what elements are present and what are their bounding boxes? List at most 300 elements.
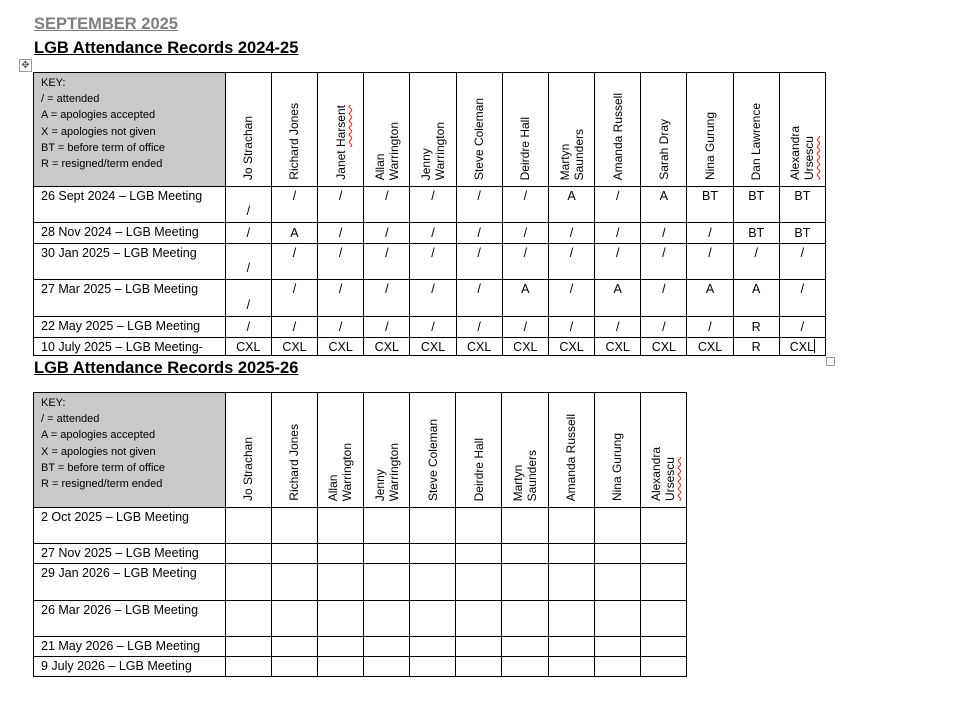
attendance-cell[interactable] <box>225 280 271 317</box>
member-name: Nina Gurung <box>610 432 625 501</box>
attendance-cell[interactable] <box>687 317 733 338</box>
attendance-value: / <box>431 246 435 260</box>
attendance-cell[interactable] <box>640 564 686 601</box>
attendance-cell[interactable] <box>410 317 456 338</box>
key-line: R = resigned/term ended <box>41 478 163 491</box>
attendance-cell[interactable] <box>502 564 548 601</box>
attendance-cell[interactable] <box>687 187 733 223</box>
table-row <box>34 564 687 601</box>
table-row <box>34 657 687 677</box>
attendance-cell[interactable] <box>687 280 733 317</box>
member-column-header <box>271 393 317 508</box>
attendance-value: / <box>477 226 481 240</box>
member-column-header <box>225 393 271 508</box>
attendance-cell[interactable] <box>456 338 502 356</box>
attendance-cell[interactable] <box>456 223 502 244</box>
attendance-value: A <box>613 282 622 296</box>
member-name-wrap <box>595 73 640 181</box>
member-name: Deirdre Hall <box>471 437 486 501</box>
meeting-date: 2 Oct 2025 – LGB Meeting <box>34 508 226 544</box>
attendance-cell[interactable] <box>364 317 410 338</box>
attendance-cell[interactable] <box>410 564 456 601</box>
member-column-header <box>410 393 456 508</box>
attendance-value: / <box>477 282 481 296</box>
member-name-wrap <box>226 393 271 502</box>
attendance-cell[interactable] <box>502 657 548 677</box>
attendance-cell[interactable] <box>271 223 317 244</box>
key-line: / = attended <box>41 93 100 106</box>
attendance-cell[interactable] <box>225 338 271 356</box>
member-name: Jo Strachan <box>241 436 256 501</box>
attendance-value: CXL <box>651 339 677 354</box>
attendance-value: / <box>800 320 805 334</box>
attendance-cell[interactable] <box>594 637 640 657</box>
attendance-cell[interactable] <box>225 657 271 677</box>
attendance-value: / <box>800 246 805 260</box>
attendance-cell[interactable] <box>548 508 594 544</box>
member-column-header <box>687 73 733 187</box>
attendance-cell[interactable] <box>456 637 502 657</box>
attendance-cell[interactable] <box>502 544 548 564</box>
table-move-handle-icon[interactable]: ✥ <box>19 59 32 72</box>
attendance-cell[interactable] <box>779 187 825 223</box>
attendance-cell[interactable] <box>640 601 686 637</box>
attendance-cell[interactable] <box>595 317 641 338</box>
attendance-cell[interactable] <box>317 508 363 544</box>
attendance-cell[interactable] <box>364 544 410 564</box>
attendance-cell[interactable] <box>364 508 410 544</box>
attendance-cell[interactable] <box>456 187 502 223</box>
attendance-value: / <box>523 189 528 203</box>
attendance-cell[interactable] <box>502 280 548 317</box>
spelling-error-underline: Harsent <box>333 105 348 148</box>
attendance-cell[interactable] <box>456 508 502 544</box>
table-row <box>34 187 826 223</box>
attendance-cell[interactable] <box>548 544 594 564</box>
attendance-cell[interactable] <box>733 338 779 356</box>
attendance-cell[interactable] <box>410 508 456 544</box>
attendance-cell[interactable] <box>594 657 640 677</box>
member-name-wrap <box>272 73 317 181</box>
attendance-cell[interactable] <box>779 280 825 317</box>
attendance-cell[interactable] <box>225 508 271 544</box>
attendance-cell[interactable] <box>225 244 271 280</box>
attendance-value: CXL <box>559 339 584 354</box>
attendance-cell[interactable] <box>456 544 502 564</box>
attendance-cell[interactable] <box>318 338 364 356</box>
key-line: A = apologies accepted <box>41 429 156 442</box>
attendance-value: / <box>385 189 389 203</box>
attendance-cell[interactable] <box>318 280 364 317</box>
member-name: Jo Strachan <box>241 115 256 180</box>
member-name-wrap <box>410 73 455 181</box>
attendance-cell[interactable] <box>548 317 594 338</box>
attendance-cell[interactable] <box>641 187 687 223</box>
member-name: Alexandra Ursescu <box>649 446 678 501</box>
member-name: Sarah Dray <box>656 119 671 180</box>
attendance-value: R <box>751 339 761 354</box>
attendance-cell[interactable] <box>594 564 640 601</box>
attendance-value: / <box>246 226 251 240</box>
member-column-header <box>595 73 641 187</box>
attendance-value: / <box>431 282 435 296</box>
meeting-date: 27 Mar 2025 – LGB Meeting <box>34 280 226 317</box>
attendance-cell[interactable] <box>502 187 548 223</box>
attendance-cell[interactable] <box>456 601 502 637</box>
spelling-error-underline: Ursescu <box>663 456 678 501</box>
attendance-cell[interactable] <box>364 637 410 657</box>
attendance-cell[interactable] <box>641 223 687 244</box>
attendance-value: / <box>615 246 620 260</box>
attendance-value: / <box>431 226 435 240</box>
attendance-cell[interactable] <box>641 244 687 280</box>
member-column-header <box>641 73 687 187</box>
attendance-value: / <box>246 298 251 312</box>
meeting-date: 9 July 2026 – LGB Meeting <box>34 657 226 677</box>
meeting-date: 27 Nov 2025 – LGB Meeting <box>34 544 226 564</box>
member-name: Amanda Russell <box>564 413 579 501</box>
attendance-cell[interactable] <box>225 187 271 223</box>
attendance-cell[interactable] <box>548 223 594 244</box>
attendance-cell[interactable] <box>225 564 271 601</box>
attendance-cell[interactable] <box>733 317 779 338</box>
attendance-cell[interactable] <box>271 544 317 564</box>
attendance-cell[interactable] <box>456 280 502 317</box>
spelling-error-underline: Ursescu <box>802 135 817 180</box>
attendance-value: CXL <box>420 339 446 354</box>
attendance-cell[interactable] <box>548 187 594 223</box>
attendance-value: / <box>754 246 758 260</box>
attendance-value: / <box>615 189 620 203</box>
attendance-value: / <box>338 320 343 334</box>
attendance-value: CXL <box>282 339 307 354</box>
attendance-cell[interactable] <box>410 544 456 564</box>
key-line: R = resigned/term ended <box>41 158 163 171</box>
attendance-cell[interactable] <box>502 338 548 356</box>
attendance-cell[interactable] <box>779 244 825 280</box>
table-row <box>34 637 687 657</box>
attendance-cell[interactable] <box>502 637 548 657</box>
attendance-cell[interactable] <box>779 223 825 244</box>
attendance-value: / <box>708 246 712 260</box>
attendance-value: / <box>246 320 251 334</box>
attendance-cell[interactable] <box>456 657 502 677</box>
member-column-header <box>364 393 410 508</box>
table-resize-handle[interactable] <box>826 357 835 366</box>
member-column-header <box>502 73 548 187</box>
attendance-cell[interactable] <box>548 601 594 637</box>
member-name: Alexandra Ursescu <box>788 125 817 180</box>
attendance-value: / <box>662 226 666 240</box>
attendance-cell[interactable] <box>225 317 271 338</box>
key-title: KEY: <box>41 397 66 409</box>
attendance-cell[interactable] <box>640 637 686 657</box>
attendance-value: / <box>615 320 620 334</box>
attendance-cell[interactable] <box>548 637 594 657</box>
key-line: X = apologies not given <box>41 125 156 138</box>
attendance-cell[interactable] <box>318 223 364 244</box>
attendance-cell[interactable] <box>687 244 733 280</box>
member-name-wrap <box>364 73 409 181</box>
attendance-value: / <box>569 226 574 240</box>
attendance-cell[interactable] <box>641 280 687 317</box>
attendance-value: / <box>477 320 481 334</box>
member-name-wrap <box>641 393 686 502</box>
attendance-cell[interactable] <box>410 601 456 637</box>
attendance-value: / <box>708 226 712 240</box>
attendance-cell[interactable] <box>687 338 733 356</box>
attendance-value: / <box>708 320 712 334</box>
attendance-cell[interactable] <box>410 280 456 317</box>
attendance-value: / <box>569 320 574 334</box>
attendance-cell[interactable] <box>271 187 317 223</box>
member-name-wrap <box>595 393 640 502</box>
attendance-cell[interactable] <box>317 637 363 657</box>
attendance-value: / <box>615 226 620 240</box>
table-row <box>34 601 687 637</box>
member-column-header <box>271 73 317 187</box>
attendance-cell[interactable] <box>410 657 456 677</box>
text-cursor <box>814 339 815 353</box>
key-legend <box>34 393 226 508</box>
table-row <box>34 317 826 338</box>
attendance-value: CXL <box>697 339 723 354</box>
member-column-header <box>456 393 502 508</box>
attendance-cell[interactable] <box>733 187 779 223</box>
attendance-cell[interactable] <box>271 338 317 356</box>
member-column-header <box>364 73 410 187</box>
attendance-value: A <box>521 282 530 296</box>
attendance-value: / <box>385 320 389 334</box>
attendance-cell[interactable] <box>317 544 363 564</box>
attendance-cell[interactable] <box>548 338 594 356</box>
table-row <box>34 244 826 280</box>
attendance-value: / <box>800 282 805 296</box>
member-name-wrap <box>549 73 594 181</box>
attendance-value: A <box>659 189 669 203</box>
attendance-value: A <box>752 282 761 296</box>
attendance-cell[interactable] <box>502 223 548 244</box>
attendance-cell[interactable] <box>225 637 271 657</box>
attendance-cell[interactable] <box>318 187 364 223</box>
attendance-value: BT <box>794 226 811 240</box>
month-heading: SEPTEMBER 2025 <box>34 15 178 33</box>
attendance-cell[interactable] <box>733 223 779 244</box>
table-row <box>34 223 826 244</box>
attendance-value: / <box>662 282 666 296</box>
attendance-cell[interactable] <box>364 244 410 280</box>
key-line: BT = before term of office <box>41 461 166 474</box>
attendance-cell[interactable] <box>364 187 410 223</box>
attendance-value: / <box>523 246 528 260</box>
member-name: Amanda Russell <box>610 92 625 180</box>
attendance-cell[interactable] <box>779 338 825 356</box>
attendance-value: CXL <box>328 339 353 354</box>
member-column-header <box>779 73 825 187</box>
member-name-wrap <box>780 73 825 181</box>
attendance-cell[interactable] <box>640 544 686 564</box>
member-name: Deirdre Hall <box>518 116 533 180</box>
attendance-cell[interactable] <box>364 338 410 356</box>
key-line: BT = before term of office <box>41 141 166 154</box>
attendance-cell[interactable] <box>225 544 271 564</box>
attendance-cell[interactable] <box>594 544 640 564</box>
meeting-date: 29 Jan 2026 – LGB Meeting <box>34 564 226 601</box>
attendance-cell[interactable] <box>548 657 594 677</box>
attendance-cell[interactable] <box>548 280 594 317</box>
attendance-value: / <box>385 246 389 260</box>
attendance-value: / <box>338 246 343 260</box>
attendance-value: BT <box>794 189 811 203</box>
attendance-cell[interactable] <box>456 564 502 601</box>
member-column-header <box>640 393 686 508</box>
member-column-header <box>502 393 548 508</box>
member-name-wrap <box>687 73 732 181</box>
attendance-cell[interactable] <box>317 657 363 677</box>
attendance-value: BT <box>748 226 765 240</box>
attendance-cell[interactable] <box>640 508 686 544</box>
key-line: A = apologies accepted <box>41 109 156 122</box>
attendance-cell[interactable] <box>502 317 548 338</box>
attendance-value: / <box>385 226 389 240</box>
member-name: Martyn Saunders <box>510 449 539 501</box>
attendance-value: / <box>431 189 435 203</box>
attendance-value: BT <box>702 189 719 203</box>
member-name: Allan Warrington <box>372 121 401 180</box>
attendance-cell[interactable] <box>456 317 502 338</box>
attendance-cell[interactable] <box>548 564 594 601</box>
attendance-cell[interactable] <box>641 317 687 338</box>
member-name-wrap <box>272 393 317 502</box>
member-name-wrap <box>318 393 363 502</box>
member-column-header <box>317 393 363 508</box>
attendance-cell[interactable] <box>317 601 363 637</box>
attendance-cell[interactable] <box>594 601 640 637</box>
member-name: Martyn Saunders <box>557 128 586 180</box>
member-column-header <box>456 73 502 187</box>
attendance-cell[interactable] <box>271 317 317 338</box>
attendance-value: / <box>431 320 435 334</box>
member-name: Allan Warrington <box>326 442 355 501</box>
attendance-cell[interactable] <box>502 508 548 544</box>
member-name: Dan Lawrence <box>749 102 764 180</box>
attendance-cell[interactable] <box>364 564 410 601</box>
attendance-cell[interactable] <box>410 338 456 356</box>
attendance-value: / <box>292 189 297 203</box>
attendance-cell[interactable] <box>271 564 317 601</box>
attendance-cell[interactable] <box>364 280 410 317</box>
meeting-date: 30 Jan 2025 – LGB Meeting <box>34 244 226 280</box>
attendance-cell[interactable] <box>271 508 317 544</box>
attendance-cell[interactable] <box>317 564 363 601</box>
attendance-cell[interactable] <box>271 637 317 657</box>
attendance-cell[interactable] <box>410 223 456 244</box>
attendance-cell[interactable] <box>364 657 410 677</box>
attendance-value: / <box>569 246 574 260</box>
attendance-cell[interactable] <box>410 244 456 280</box>
attendance-value: / <box>292 282 297 296</box>
meeting-date: 21 May 2026 – LGB Meeting <box>34 637 226 657</box>
attendance-cell[interactable] <box>318 244 364 280</box>
attendance-table-2024-25 <box>33 72 826 356</box>
attendance-value: / <box>385 282 389 296</box>
table-2025-26-title: LGB Attendance Records 2025-26 <box>34 359 299 377</box>
attendance-value: R <box>751 320 761 334</box>
attendance-cell[interactable] <box>595 338 641 356</box>
meeting-date: 26 Mar 2026 – LGB Meeting <box>34 601 226 637</box>
attendance-cell[interactable] <box>225 223 271 244</box>
attendance-cell[interactable] <box>595 280 641 317</box>
attendance-value: CXL <box>236 339 261 354</box>
attendance-cell[interactable] <box>641 338 687 356</box>
attendance-cell[interactable] <box>456 244 502 280</box>
attendance-cell[interactable] <box>364 223 410 244</box>
member-name-wrap <box>503 73 548 181</box>
member-name: Richard Jones <box>287 424 302 501</box>
attendance-cell[interactable] <box>595 187 641 223</box>
attendance-cell[interactable] <box>733 244 779 280</box>
member-column-header <box>548 73 594 187</box>
attendance-cell[interactable] <box>271 244 317 280</box>
attendance-cell[interactable] <box>779 317 825 338</box>
attendance-cell[interactable] <box>410 187 456 223</box>
member-name: Steve Coleman <box>425 418 440 501</box>
attendance-cell[interactable] <box>640 657 686 677</box>
attendance-cell[interactable] <box>271 280 317 317</box>
attendance-value: / <box>292 320 297 334</box>
attendance-cell[interactable] <box>595 244 641 280</box>
attendance-value: CXL <box>374 339 399 354</box>
attendance-cell[interactable] <box>594 508 640 544</box>
attendance-value: CXL <box>467 339 492 354</box>
member-name-wrap <box>641 73 686 181</box>
table-row <box>34 508 687 544</box>
table-row <box>34 280 826 317</box>
attendance-cell[interactable] <box>271 601 317 637</box>
member-name: Janet Harsent <box>333 105 348 180</box>
key-legend <box>34 73 226 187</box>
table-row <box>34 338 826 356</box>
attendance-cell[interactable] <box>595 223 641 244</box>
member-name-wrap <box>410 393 455 502</box>
member-name: Steve Coleman <box>472 97 487 180</box>
attendance-value: / <box>292 246 297 260</box>
key-line: / = attended <box>41 413 100 426</box>
member-name-wrap <box>734 73 779 181</box>
attendance-value: / <box>338 226 343 240</box>
member-name: Jenny Warrington <box>418 121 447 180</box>
attendance-cell[interactable] <box>687 223 733 244</box>
attendance-cell[interactable] <box>364 601 410 637</box>
attendance-cell[interactable] <box>410 637 456 657</box>
attendance-cell[interactable] <box>271 657 317 677</box>
attendance-value: A <box>290 226 299 240</box>
attendance-cell[interactable] <box>318 317 364 338</box>
attendance-cell[interactable] <box>733 280 779 317</box>
attendance-cell[interactable] <box>225 601 271 637</box>
attendance-value: CXL <box>789 340 815 354</box>
attendance-value: / <box>523 226 528 240</box>
table-row <box>34 544 687 564</box>
attendance-table-2025-26 <box>33 392 687 677</box>
attendance-value: BT <box>748 189 765 203</box>
attendance-value: / <box>523 320 528 334</box>
member-column-header <box>225 73 271 187</box>
attendance-cell[interactable] <box>548 244 594 280</box>
attendance-cell[interactable] <box>502 244 548 280</box>
attendance-cell[interactable] <box>502 601 548 637</box>
attendance-value: A <box>567 189 576 203</box>
